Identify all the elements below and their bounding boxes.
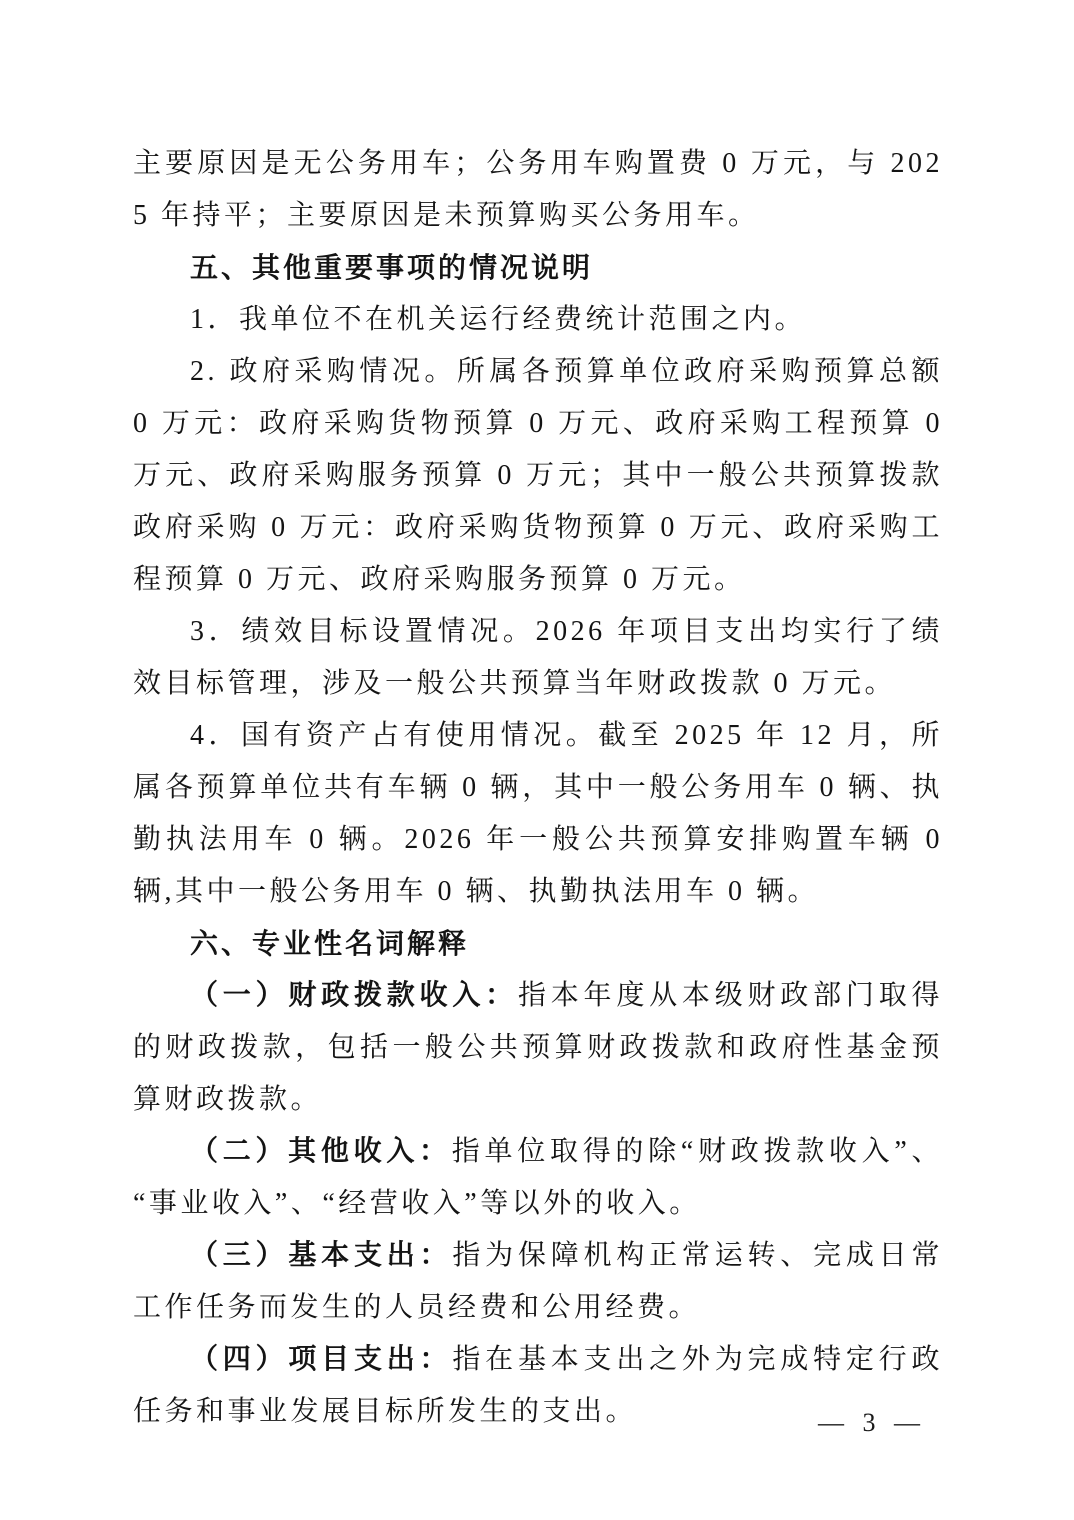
paragraph-item-1-operating-funds-scope: 1．我单位不在机关运行经费统计范围之内。 [190,304,807,335]
paragraph-vehicle-purchase-continuation: 主要原因是无公务用车；公务用车购置费 0 万元，与 2025 年持平；主要原因是未预算购买公务用车。 [133,148,943,231]
term-definition-project-expenditure: 指在基本支出之外为完成特定行政任务和事业发展目标所发生的支出。 [133,1344,943,1427]
paragraph-item-2-government-procurement: 2. 政府采购情况。所属各预算单位政府采购预算总额 0 万元：政府采购货物预算 0 万元、政府采购工程预算 0 万元、政府采购服务预算 0 万元；其中一般公共预算拨款政府采购 0 万元：政府采购货物预算 0 万元、政府采购工程预算 0 万元、政府采购服务预算 0 万元。 [133,356,943,595]
paragraph-term-basic-expenditure [133,1230,943,1334]
term-lead-project-expenditure: （四）项目支出： [190,1344,453,1375]
term-lead-basic-expenditure: （三）基本支出： [190,1240,453,1271]
document-body [133,138,943,1438]
term-lead-other-income: （二）其他收入： [190,1136,452,1167]
section-heading-other-important-matters: 五、其他重要事项的情况说明 [190,252,594,283]
paragraph-item-3-performance-targets: 3．绩效目标设置情况。2026 年项目支出均实行了绩效目标管理，涉及一般公共预算当年财政拨款 0 万元。 [133,616,943,699]
paragraph-term-other-income [133,1126,943,1230]
term-definition-basic-expenditure: 指为保障机构正常运转、完成日常工作任务而发生的人员经费和公用经费。 [133,1240,943,1323]
term-lead-fiscal-appropriation-income: （一）财政拨款收入： [190,980,518,1011]
page-number: — 3 — [818,1408,926,1437]
paragraph-item-4-state-owned-assets: 4．国有资产占有使用情况。截至 2025 年 12 月，所属各预算单位共有车辆 0 辆，其中一般公务用车 0 辆、执勤执法用车 0 辆。2026 年一般公共预算安排购置车辆 0 辆,其中一般公务用车 0 辆、执勤执法用车 0 辆。 [133,720,943,907]
section-heading-terminology: 六、专业性名词解释 [190,928,470,959]
term-definition-other-income: 指单位取得的除“财政拨款收入”、“事业收入”、“经营收入”等以外的收入。 [133,1136,943,1219]
term-definition-fiscal-appropriation-income: 指本年度从本级财政部门取得的财政拨款，包括一般公共预算财政拨款和政府性基金预算财政拨款。 [133,980,943,1115]
paragraph-term-fiscal-appropriation-income [133,970,943,1126]
